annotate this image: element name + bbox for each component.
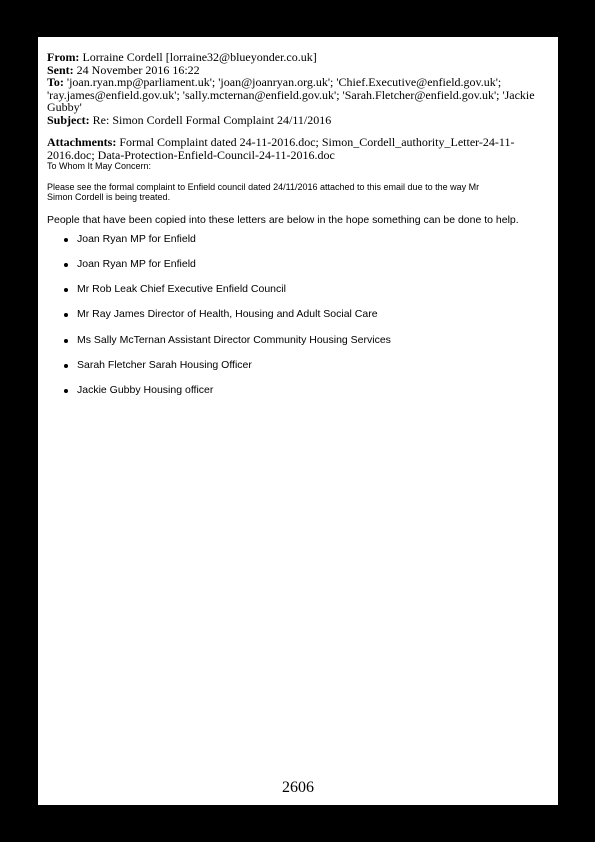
attachments-value-line1: Formal Complaint dated 24-11-2016.doc; Simon_Cordell_authority_Letter-24-11- [119, 135, 515, 149]
subject-value: Re: Simon Cordell Formal Complaint 24/11/2016 [92, 112, 332, 127]
from-value: Lorraine Cordell [lorraine32@blueyonder.co.uk] [82, 50, 317, 64]
email-header [47, 51, 549, 126]
list-item-text: Joan Ryan MP for Enfield [77, 257, 196, 270]
attachments-line [47, 136, 549, 149]
bullet-icon [64, 339, 68, 343]
page-number: 2606 [282, 779, 314, 796]
list-item [47, 334, 549, 347]
list-item-text: Ms Sally McTernan Assistant Director Community Housing Services [77, 333, 391, 346]
bullet-icon [64, 288, 68, 292]
to-value-line1: 'joan.ryan.mp@parliament.uk'; 'joan@joanryan.org.uk'; 'Chief.Executive@enfield.gov.uk'; [66, 75, 502, 89]
to-value-line2: 'ray.james@enfield.gov.uk'; 'sally.mcternan@enfield.gov.uk'; 'Sarah.Fletcher@enfield.gov.uk'; 'Jackie [47, 87, 535, 102]
to-value-line3: Gubby' [47, 100, 82, 114]
bullet-icon [64, 238, 68, 242]
people-list [47, 233, 549, 398]
sent-label: Sent: [47, 62, 74, 77]
bullet-icon [64, 364, 68, 368]
attachments [47, 136, 549, 161]
from-label: From: [47, 50, 80, 64]
body-paragraph-line1: Please see the formal complaint to Enfield council dated 24/11/2016 attached to this email due to the way Mr [47, 181, 480, 192]
sent-value: 24 November 2016 16:22 [76, 62, 200, 77]
attachments-label: Attachments: [47, 135, 117, 149]
list-item [47, 359, 549, 372]
list-item-text: Sarah Fletcher Sarah Housing Officer [77, 358, 252, 371]
list-item [47, 233, 549, 246]
greeting: To Whom It May Concern: [47, 161, 152, 171]
list-item [47, 283, 549, 296]
list-item-text: Mr Rob Leak Chief Executive Enfield Council [77, 283, 286, 296]
list-item-text: Joan Ryan MP for Enfield [77, 232, 196, 245]
list-item-text: Mr Ray James Director of Health, Housing and Adult Social Care [77, 308, 378, 321]
body-paragraph [47, 182, 549, 203]
subject-label: Subject: [47, 112, 90, 127]
to-line [47, 76, 549, 89]
subject-line [47, 114, 549, 127]
bullet-icon [64, 263, 68, 267]
body-paragraph-line2: Simon Cordell is being treated. [47, 192, 171, 202]
bullet-icon [64, 313, 68, 317]
list-item-text: Jackie Gubby Housing officer [77, 384, 214, 397]
people-intro: People that have been copied into these letters are below in the hope something can be done to help. [47, 213, 519, 226]
attachments-value-line2: 2016.doc; Data-Protection-Enfield-Council-24-11-2016.doc [47, 147, 335, 162]
to-label: To: [47, 75, 64, 89]
bullet-icon [64, 389, 68, 393]
list-item [47, 308, 549, 321]
document-page [38, 37, 558, 805]
list-item [47, 258, 549, 271]
list-item [47, 384, 549, 397]
